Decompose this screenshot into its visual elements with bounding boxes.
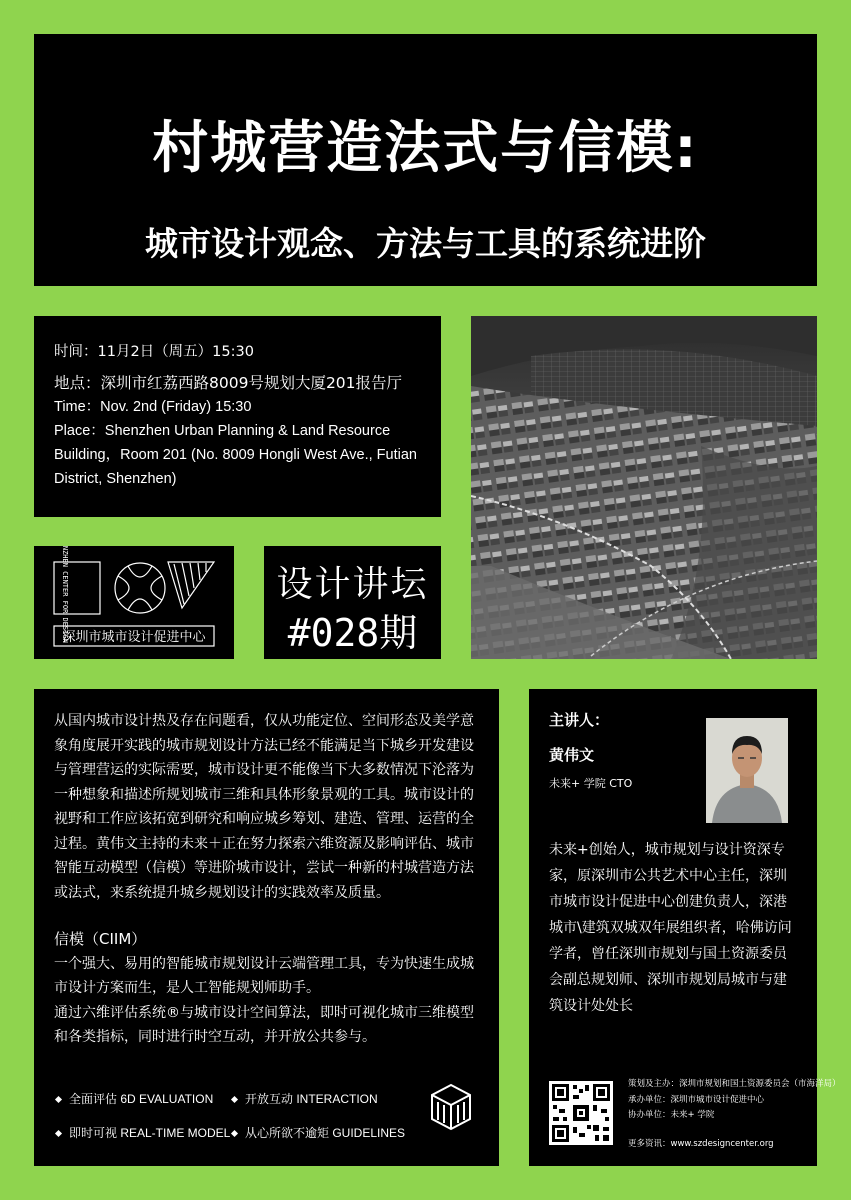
org-name: 深圳市城市设计促进中心 [62, 630, 206, 645]
ciim-title: 信模（CIIM） [54, 930, 147, 948]
speaker-portrait [706, 718, 788, 823]
credit-organizer: 策划及主办：深圳市规划和国土资源委员会（市海洋局） [628, 1079, 841, 1089]
credit-cohost: 协办单位：未来+ 学院 [628, 1110, 715, 1120]
ciim-description-1: 一个强大、易用的智能城市规划设计云端管理工具，专为快速生成城市设计方案而生，是人工智能规划师助手。 [54, 955, 474, 996]
qr-code-icon [549, 1081, 613, 1145]
page-title: 村城营造法式与信模: [152, 116, 699, 181]
diamond-icon [55, 1096, 62, 1103]
feature-item [56, 1087, 213, 1112]
series-issue: #028期 [287, 611, 418, 655]
speaker-title: 未来+ 学院 CTO [549, 777, 633, 790]
credits [628, 1077, 841, 1152]
city-model-image [471, 316, 817, 659]
description-body: 从国内城市设计热及存在问题看，仅从功能定位、空间形态及美学意象角度展开实践的城市规划设计方法已经不能满足当下城乡开发建设与管理营运的实际需要，城市设计更不能像当下大多数情况下沦落为一种想象和描述所规划城市三维和具体形象景观的工具。城市设计的视野和工作应该拓宽到研究和响应城乡筹划、建造、管理、运营的全过程。黄伟文主持的未来＋正在努力探索六维资源及影响评估、城市智能互动模型（信模）等进阶城市设计，尝试一种新的村城营造方法或法式，来系统提升城乡规划设计的实践效率及质量。 [54, 713, 474, 901]
feature-label: 全面评估 6D EVALUATION [69, 1092, 214, 1106]
logo-vertical-text: SHENZHEN CENTER FOR DESIGN [61, 546, 69, 643]
feature-label: 开放互动 INTERACTION [245, 1092, 378, 1106]
title-panel [34, 34, 817, 286]
org-logo-panel [34, 546, 234, 659]
feature-item [232, 1121, 405, 1146]
feature-label: 即时可视 REAL-TIME MODEL [69, 1126, 231, 1140]
feature-label: 从心所欲不逾矩 GUIDELINES [245, 1126, 406, 1140]
event-location: 地点：深圳市红荔西路8009号规划大厦201报告厅 [54, 374, 403, 392]
feature-item [56, 1121, 230, 1146]
feature-item [232, 1087, 378, 1112]
diamond-icon [231, 1096, 238, 1103]
series-panel [264, 546, 441, 659]
event-time: 时间：11月2日（周五）15:30 [54, 344, 254, 360]
speaker-heading: 主讲人： [549, 711, 610, 729]
speaker-name: 黄伟文 [549, 746, 595, 764]
ciim-description-2: 通过六维评估系统®与城市设计空间算法，即时可视化城市三维模型和各类指标，同时进行时空互动，并开放公共参与。 [54, 1004, 474, 1045]
diamond-icon [55, 1130, 62, 1137]
ciim-cube-logo-icon [428, 1082, 474, 1132]
description-panel [34, 689, 499, 1166]
credit-more-info: 更多资讯：www.szdesigncenter.org [628, 1138, 774, 1149]
event-time-en: Time：Nov. 2nd (Friday) 15:30 [54, 399, 252, 415]
diamond-icon [231, 1130, 238, 1137]
event-info-panel [34, 316, 441, 517]
page-subtitle: 城市设计观念、方法与工具的系统进阶 [145, 224, 706, 263]
design-center-logo [34, 546, 234, 659]
event-place-en: Place：Shenzhen Urban Planning & Land Resource Building，Room 201 (No. 8009 Hongli West Ave., Futian District, Shenzhen) [54, 423, 417, 487]
city-model-illustration [471, 316, 817, 659]
speaker-bio: 未来+创始人，城市规划与设计资深专家，原深圳市公共艺术中心主任，深圳市城市设计促进中心创建负责人，深港城市\建筑双城双年展组织者，哈佛访问学者，曾任深圳市规划与国土资源委员会副总规划师、深圳市规划局城市与建筑设计处处长 [549, 842, 792, 1014]
speaker-panel [529, 689, 841, 1166]
credit-host: 承办单位：深圳市城市设计促进中心 [628, 1094, 765, 1105]
speaker-avatar [706, 718, 788, 823]
series-name: 设计讲坛 [276, 564, 429, 605]
